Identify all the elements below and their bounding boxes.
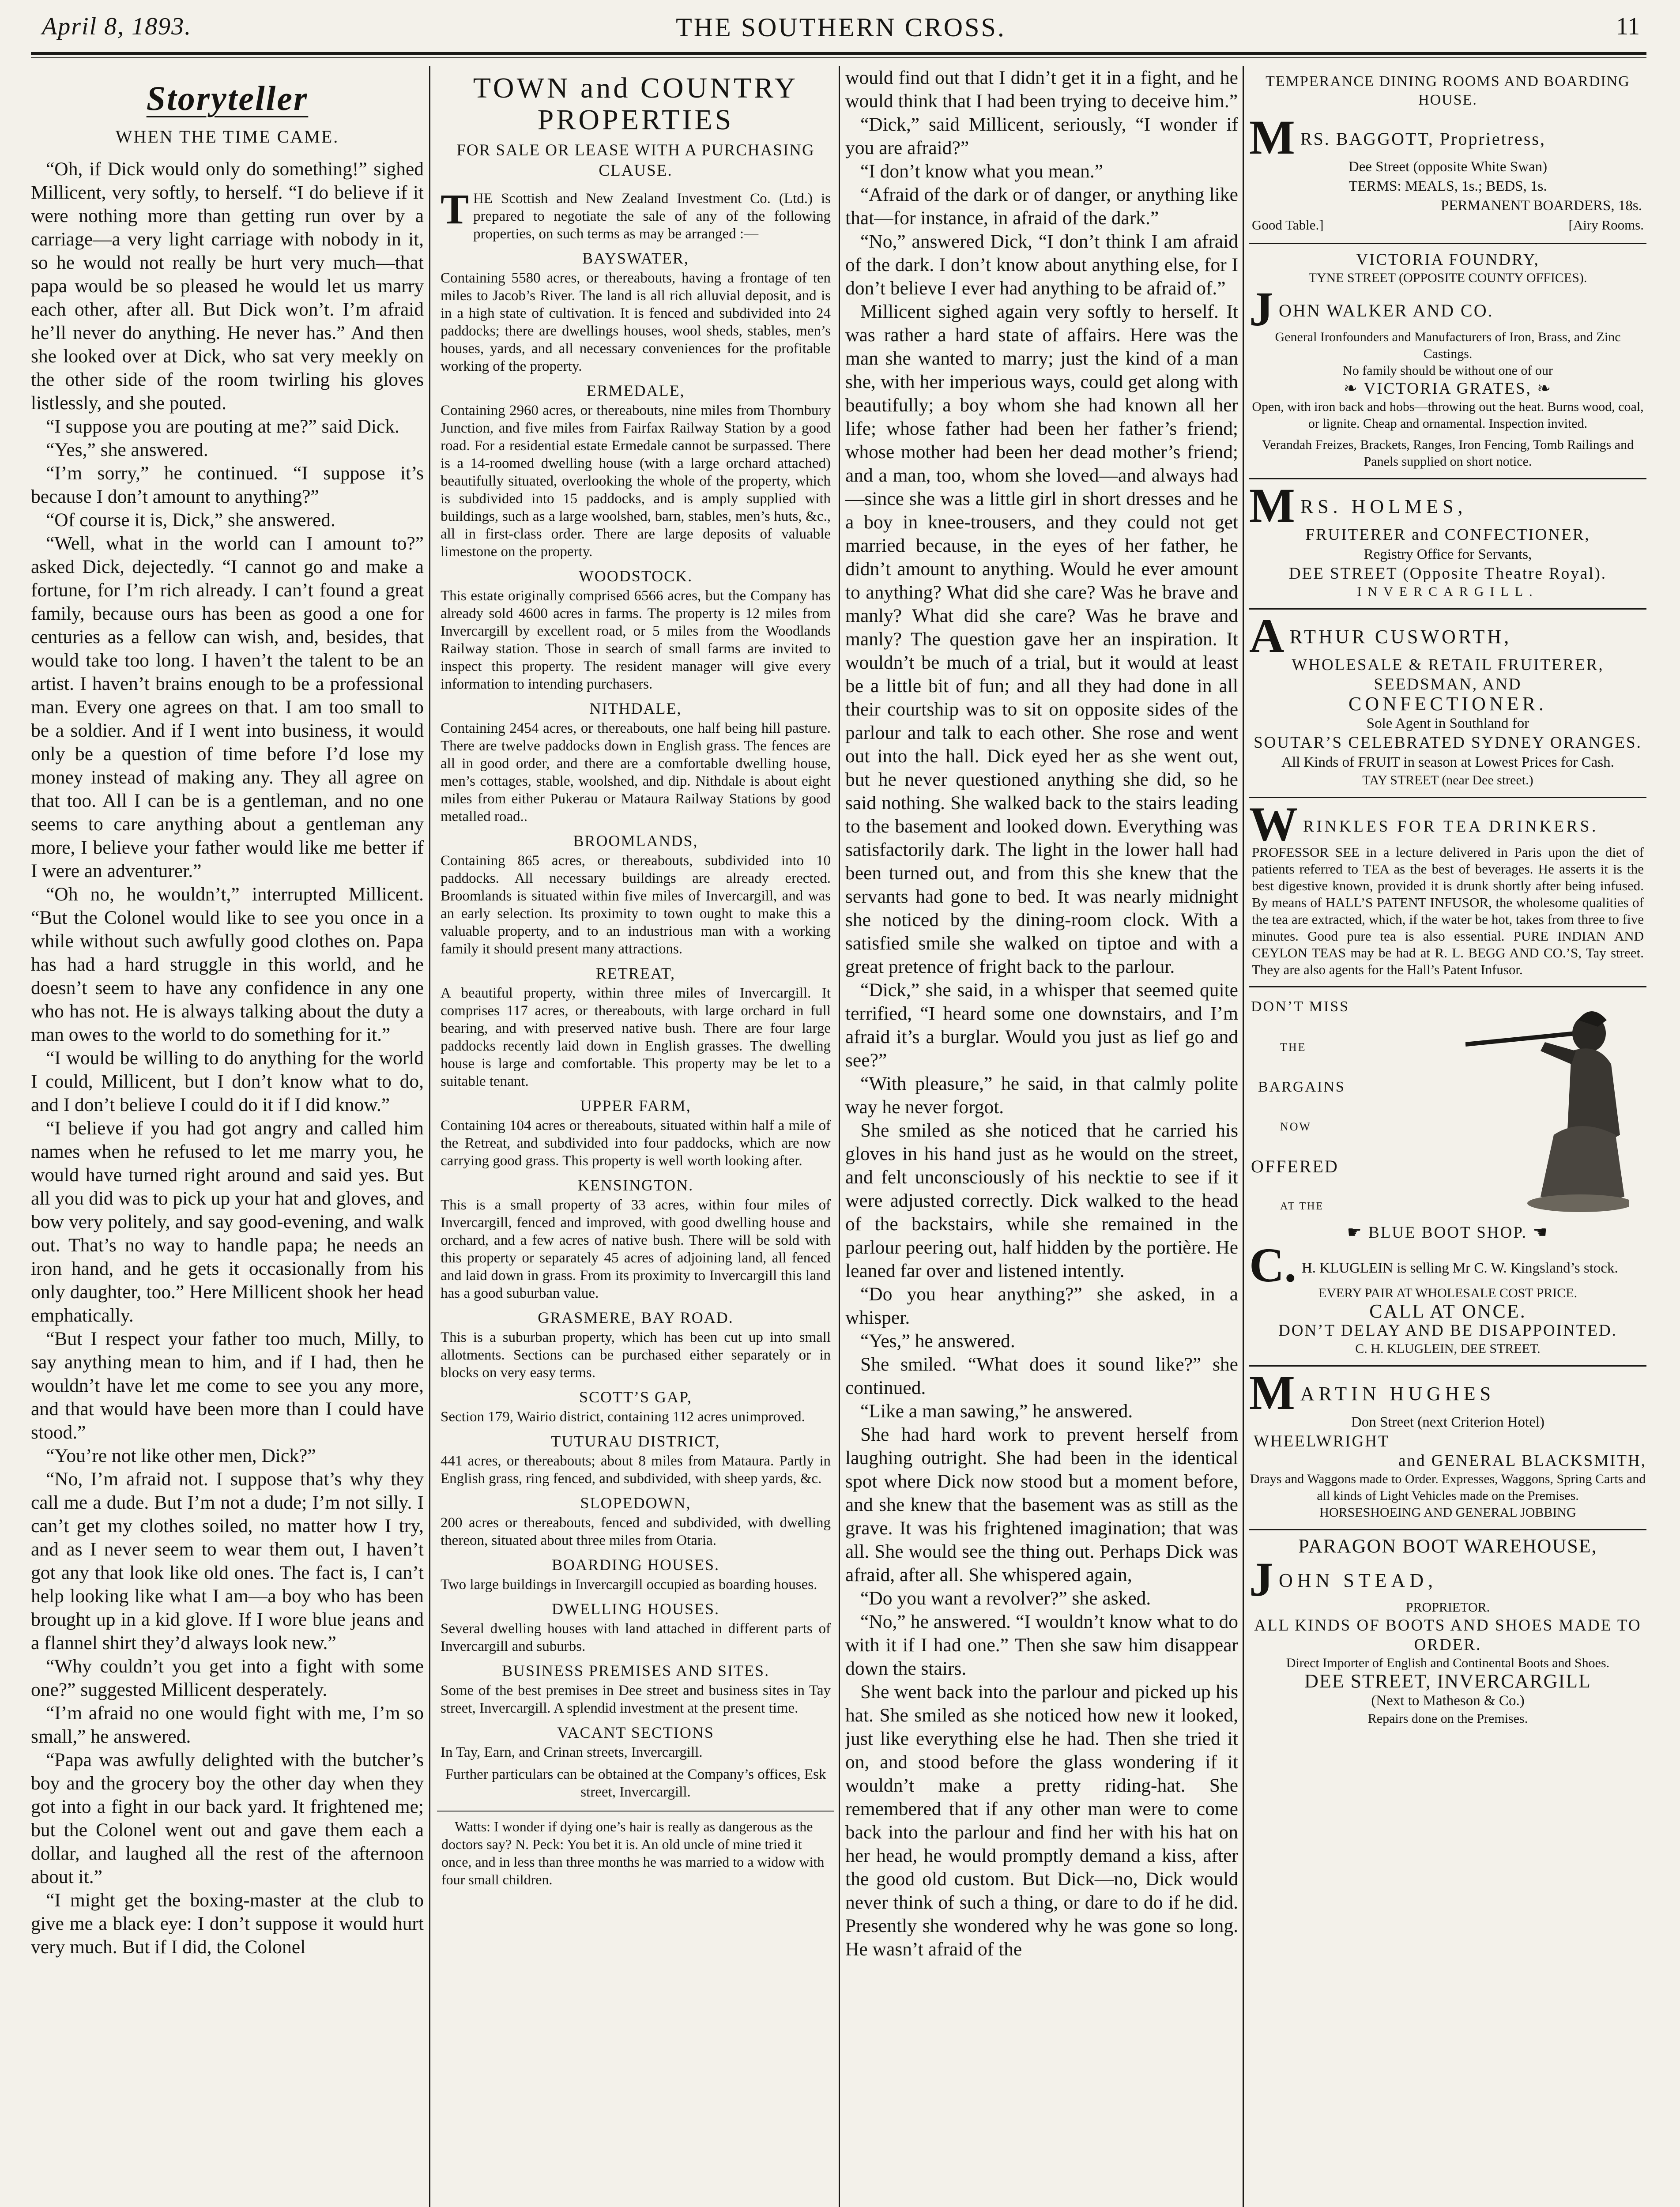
- shop-name: ☛ BLUE BOOT SHOP. ☚: [1347, 1224, 1549, 1242]
- property-name: RETREAT,: [595, 964, 676, 982]
- grates-label: ❧ VICTORIA GRATES, ❧: [1343, 380, 1552, 398]
- story-paragraph: “No,” he answered. “I wouldn’t know what to do with it if I had one.” Then she saw him disappear down the stairs.: [845, 1611, 1238, 1679]
- masthead: [42, 12, 1640, 49]
- story-paragraph: “Do you hear anything?” she asked, in a whisper.: [845, 1284, 1238, 1328]
- column-divider: [839, 66, 840, 2207]
- ad-martin-hughes: MARTIN HUGHES Don Street (next Criterion Hotel) WHEELWRIGHT and GENERAL BLACKSMITH, Drays and Waggons made to Order. Expresses, Waggons, Spring Carts and all kinds of Light Vehicles made on the Premises. HORSESHOEING AND GENERAL JOBBING: [1249, 1367, 1646, 1530]
- story-paragraph: “I suppose you are pouting at me?” said Dick.: [46, 416, 399, 437]
- properties-intro: THE Scottish and New Zealand Investment Co. (Ltd.) is prepared to negotiate the sale of any of the following properties, on such terms as may be arranged :—: [441, 185, 831, 242]
- story-paragraph: “I’m afraid no one would fight with me, I’m so small,” he answered.: [31, 1702, 424, 1747]
- masthead-rule: [31, 52, 1646, 55]
- issue-date: April 8, 1893.: [42, 13, 192, 40]
- property-description: Containing 2960 acres, or thereabouts, nine miles from Thornbury Junction, and five miles from Fairfax Railway Station by a good road. For a residential estate Ermedale cannot be surpassed. There is a 14-roomed dwelling house (with a large orchard attached) beautifully situated, overlooking the whole of the property, which is subdivided into 15 paddocks, and is amply supplied with buildings, such as a large woolshed, barn, stables, men’s huts, &c., all in first-class order. There are large deposits of valuable limestone on the property.: [441, 403, 831, 560]
- property-name: DWELLING HOUSES.: [552, 1600, 719, 1618]
- story-paragraph: She had hard work to prevent herself from laughing outright. She had been in the identical spot where Dick now stood but a moment before, and she knew that the basement was as still as the grave. It was his frightened imagination; that was all. She would see the thing out. Perhaps Dick was afraid, after all. She whispered again,: [845, 1424, 1238, 1586]
- property-description: Containing 865 acres, or thereabouts, subdivided into 10 paddocks. All necessary buildings are already erected. Broomlands is situated within five miles of Invercargill, and was an early selection. Its proximity to town ought to make this a valuable property, and to an industrious man with a working family it should present many attractions.: [441, 853, 831, 957]
- property-name: GRASMERE, BAY ROAD.: [538, 1309, 734, 1326]
- story-paragraph: “Papa was awfully delighted with the butcher’s boy and the grocery boy the other day when they got into a fight in our back yard. It frightened me; but the Colonel went out and gave them each a dollar, and laughed all the rest of the afternoon about it.”: [31, 1749, 424, 1887]
- story-paragraph: “I believe if you had got angry and called him names when he refused to let me marry you, he would have turned right around and said yes. But all you did was to pick up your hat and gloves, and bow very politely, and say good-evening, and walk out. That’s no way to handle papa; he needs an iron hand, and he gets it occasionally from his only daughter, too.” Here Millicent shook her head emphatically.: [31, 1118, 424, 1326]
- story-paragraph: “I would be willing to do anything for the world I could, Millicent, but I don’t know what to do, and I don’t believe I could do it if I did know.”: [31, 1047, 424, 1115]
- ad-paragon-boot: PARAGON BOOT WAREHOUSE, JOHN STEAD, PROPRIETOR. ALL KINDS OF BOOTS AND SHOES MADE TO ORDER. Direct Importer of English and Continental Boots and Shoes. DEE STREET, INVERCARGILL (Next to Matheson & Co.) Repairs done on the Premises.: [1249, 1535, 1642, 1726]
- ornament-icon: ❧: [1531, 380, 1552, 398]
- story-paragraph: “Like a man sawing,” he answered.: [860, 1401, 1133, 1422]
- ornament-icon: ❧: [1343, 380, 1364, 398]
- property-description: Containing 2454 acres, or thereabouts, one half being hill pasture. There are twelve paddocks down in English grass. The fences are all in good order, and there are a comfortable dwelling house, men’s cottages, stable, woolshed, and dip. Nithdale is about eight miles from either Pukerau or Mataura Railway Stations by good metalled road..: [441, 720, 831, 825]
- story-paragraph: “I’m sorry,” he continued. “I suppose it’s because I don’t amount to anything?”: [31, 463, 424, 507]
- property-description: In Tay, Earn, and Crinan streets, Invercargill.: [441, 1744, 703, 1760]
- story-paragraph: “Oh, if Dick would only do something!” sighed Millicent, very softly, to herself. “I do believe if it were nothing more than getting run over by a carriage—a very light carriage with nobody in it, so he would not really be hurt very much—that papa would be so pleased he would let us marry each other, after all. But Dick won’t. I’m afraid he’ll never do anything. He never has.” And then she looked over at Dick, who sat very meekly on the other side of the room twirling his gloves listlessly, and she pouted.: [31, 158, 424, 414]
- properties-subheading: FOR SALE OR LEASE WITH A PURCHASING CLAUSE.: [456, 141, 815, 180]
- story-paragraph: “But I respect your father too much, Milly, to say anything mean to him, and if I had, then he wouldn’t have let me come to see you any more, and that would have been more than I could have stood.”: [31, 1328, 424, 1443]
- story-paragraph: She smiled as she noticed that he carried his gloves in his hand just as he would on the street, and felt unconsciously of his necktie to see if it were adjusted correctly. Dick walked to the head of the backstairs, while she remained in the parlour peering out, half hidden by the portière. He leaned far over and listened intently.: [845, 1120, 1238, 1281]
- ad-baggott: TEMPERANCE DINING ROOMS AND BOARDING HOUSE. MRS. BAGGOTT, Proprietress, Dee Street (opposite White Swan) TERMS: MEALS, 1s.; BEDS, 1s. PERMANENT BOARDERS, 18s. Good Table.] [Airy Rooms.: [1249, 66, 1646, 244]
- property-name: BUSINESS PREMISES AND SITES.: [501, 1662, 770, 1680]
- property-description: This is a small property of 33 acres, within four miles of Invercargill, fenced and improved, with good dwelling house and orchard, and a few acres of native bush. There will be sold with this property or separately 45 acres of adjoining land, all fenced and laid down in grass. From its proximity to Invercargill this land has a good suburban value.: [441, 1197, 831, 1301]
- story-continued-column: [845, 66, 1238, 2207]
- masthead-rule-thin: [31, 57, 1646, 58]
- rifleman-illustration-icon: [1465, 1002, 1629, 1214]
- divider: [437, 1811, 834, 1812]
- property-name: WOODSTOCK.: [578, 567, 693, 585]
- property-name: NITHDALE,: [589, 700, 682, 717]
- property-name: SLOPEDOWN,: [580, 1494, 691, 1512]
- property-description: 200 acres or thereabouts, fenced and subdivided, with dwelling thereon, situated about three miles from Otaria.: [441, 1515, 831, 1548]
- story-paragraph: “I might get the boxing-master at the club to give me a black eye: I don’t suppose it would hurt very much. But if I did, the Colonel: [31, 1890, 424, 1958]
- property-description: This is a suburban property, which has been cut up into small allotments. Sections can be purchased either separately or in blocks on very easy terms.: [441, 1329, 831, 1381]
- story-paragraph: “With pleasure,” he said, in that calmly polite way he never forgot.: [845, 1073, 1238, 1118]
- story-paragraph: “I don’t know what you mean.”: [860, 161, 1104, 182]
- pointing-hand-icon: ☛: [1347, 1224, 1369, 1242]
- property-list: [437, 249, 834, 1761]
- newspaper-title: THE SOUTHERN CROSS.: [676, 13, 1006, 42]
- story-paragraph: “Dick,” said Millicent, seriously, “I wonder if you are afraid?”: [845, 114, 1238, 158]
- pointing-hand-icon: ☚: [1527, 1224, 1549, 1242]
- story-paragraph: “No,” answered Dick, “I don’t think I am afraid of the dark. I don’t know about anything else, for I don’t believe I ever had anything to be afraid of.”: [845, 231, 1238, 299]
- property-name: TUTURAU DISTRICT,: [551, 1432, 720, 1450]
- property-description: Two large buildings in Invercargill occupied as boarding houses.: [441, 1577, 817, 1593]
- property-description: Containing 5580 acres, or thereabouts, having a frontage of ten miles to Jacob’s River. The land is all rich alluvial deposit, and is in a high state of cultivation. It is fenced and subdivided into 24 paddocks; there are dwellings houses, wool sheds, stables, men’s houses, yards, and all necessary conveniences for the profitable working of the property.: [441, 270, 831, 374]
- story-paragraph: Millicent sighed again very softly to herself. It was rather a hard state of affairs. Here was the man she wanted to marry; just the kind of a man she, with her imperious ways, could get along with beautifully; a boy whom she had known all her life; whose father had been her father’s friend; whose mother had been her dead mother’s friend; and a man, too, whom she loved—and always had—since she was a little girl in short dresses and he a boy in knee-trousers, and they could not get married because, in the eyes of her father, he didn’t amount to anything. Would he ever amount to anything? What did she care? Was he brave and manly? What did she care? Was he brave and manly? The question gave her an inspiration. It wouldn’t be much of a trial, but it would at least be a little bit of fun; and all they had done in all their courtship was to sit on opposite sides of the parlour and talk to each other. She rose and went out into the hall. Dick eyed her as she went out, but he never questioned anything she did, so he said nothing. She walked back to the stairs leading to the basement and looked down. Everything was satisfactorily dark. The light in the lower hall had been turned out, and from this she knew that the servants had gone to bed. It was nearly midnight she noticed by the dining-room clock. With a satisfied smile she walked on tiptoe and with a great pretence of fright back to the parlour.: [845, 301, 1238, 977]
- story-paragraph: “Yes,” she answered.: [46, 439, 208, 460]
- story-paragraph: “Why couldn’t you get into a fight with some one?” suggested Millicent desperately.: [31, 1656, 424, 1700]
- joke-filler: Watts: I wonder if dying one’s hair is really as dangerous as the doctors say? N. Peck: You bet it is. An old uncle of mine tried it once, and in less than three months he was married to a widow with four small children.: [441, 1819, 825, 1887]
- page-number: 11: [1616, 13, 1640, 40]
- ad-cusworth: ARTHUR CUSWORTH, WHOLESALE & RETAIL FRUITERER, SEEDSMAN, AND CONFECTIONER. Sole Agent in Southland for SOUTAR’S CELEBRATED SYDNEY ORANGES. All Kinds of FRUIT in season at Lowest Prices for Cash. TAY STREET (near Dee street.): [1249, 610, 1646, 798]
- advertisements-column: [1249, 66, 1646, 2207]
- ad-holmes: MRS. HOLMES, FRUITERER and CONFECTIONER, Registry Office for Servants, DEE STREET (Opposite Theatre Royal). INVERCARGILL.: [1249, 479, 1646, 610]
- property-name: UPPER FARM,: [580, 1097, 691, 1115]
- property-name: BAYSWATER,: [582, 249, 689, 267]
- property-name: BROOMLANDS,: [573, 832, 698, 850]
- story-continued-body: [845, 66, 1238, 1961]
- story-paragraph: She went back into the parlour and picked up his hat. She smiled as she noticed how new it looked, just like everything else he had. Then she tried it on, and stood before the glass wondering if it wouldn’t make a pretty riding-hat. She remembered that if any other man were to come back into the parlour and find her with his hat on her head, he would promptly demand a kiss, after the good old custom. But Dick—no, Dick would never think of such a thing, or dare to do if he did. Presently she wondered why he was gone so long. He wasn’t afraid of the: [845, 1681, 1238, 1960]
- story-paragraph: She smiled. “What does it sound like?” she continued.: [845, 1354, 1238, 1398]
- story-paragraph: “Well, what in the world can I amount to?” asked Dick, dejectedly. “I cannot go and make a fortune, for I’m rich already. I can’t found a great family, because ours has been as good a one for centuries as a fellow can wish, and, besides, that would take too long. I haven’t the talent to be an artist. I haven’t brains enough to be a professional man. Every one agrees on that. I am too small to be a soldier. And if I went into business, it would only be a question of time before I’d lose my money instead of making any. They all agree on that too. All I can be is a gentleman, and no one seems to care anything about a gentleman any more, I believe your father would like me better if I were an adventurer.”: [31, 533, 424, 881]
- property-name: ERMEDALE,: [586, 382, 685, 399]
- property-name: KENSINGTON.: [577, 1176, 694, 1194]
- property-description: 441 acres, or thereabouts; about 8 miles from Mataura. Partly in English grass, ring fenced, and subdivided, with sheep yards, &c.: [441, 1453, 831, 1487]
- drop-cap: T: [441, 185, 469, 233]
- section-heading: Storyteller: [146, 79, 309, 117]
- properties-closing: Further particulars can be obtained at the Company’s offices, Esk street, Invercargill.: [445, 1766, 826, 1800]
- property-description: Several dwelling houses with land attached in different parts of Invercargill and suburbs.: [441, 1621, 831, 1654]
- property-name: VACANT SECTIONS: [557, 1724, 714, 1741]
- property-description: Section 179, Wairio district, containing 112 acres unimproved.: [441, 1409, 805, 1425]
- story-column: [31, 66, 424, 2207]
- story-title: WHEN THE TIME CAME.: [115, 127, 339, 147]
- property-description: Some of the best premises in Dee street and business sites in Tay street, Invercargill. A splendid investment at the present time.: [441, 1683, 831, 1716]
- properties-column: [437, 66, 834, 2207]
- story-paragraph: “Dick,” she said, in a whisper that seemed quite terrified, “I heard some one downstairs, and I’m afraid it’s a burglar. Would you just as lief go and see?”: [845, 979, 1238, 1071]
- property-description: Containing 104 acres or thereabouts, situated within half a mile of the Retreat, and subdivided into four paddocks, which are now carrying good grass. This property is well worth looking after.: [441, 1118, 831, 1169]
- story-paragraph: “Yes,” he answered.: [860, 1330, 1015, 1352]
- ad-wrinkles-tea: WRINKLES FOR TEA DRINKERS. PROFESSOR SEE in a lecture delivered in Paris upon the diet of patients referred to TEA as the best of beverages. He asserts it is the best digestive known, provided it is drunk shortly after being infused. By means of HALL’S PATENT INFUSOR, the wholesome qualities of the tea are extracted, which, if the water be hot, takes from three to five minutes. Good pure tea is also essential. PURE INDIAN AND CEYLON TEAS may be had at R. L. BEGG AND CO.’S, Tay street. They are also agents for the Hall’s Patent Infusor.: [1249, 798, 1646, 987]
- story-paragraph: “Afraid of the dark or of danger, or anything like that—for instance, in afraid of the dark.”: [845, 184, 1238, 229]
- column-divider: [429, 66, 430, 2207]
- ad-victoria-foundry: VICTORIA FOUNDRY, TYNE STREET (OPPOSITE COUNTY OFFICES). JOHN WALKER AND CO. General Ironfounders and Manufacturers of Iron, Brass, and Zinc Castings. No family should be without one of our ❧ VICTORIA GRATES, ❧ Open, with iron back and hobs—throwing out the heat. Burns wood, coal, or lignite. Cheap and ornamental. Inspection invited. Verandah Freizes, Brackets, Ranges, Iron Fencing, Tomb Railings and Panels supplied on short notice.: [1249, 244, 1646, 479]
- property-name: SCOTT’S GAP,: [579, 1388, 693, 1406]
- story-paragraph: “Of course it is, Dick,” she answered.: [46, 509, 335, 531]
- property-name: BOARDING HOUSES.: [551, 1556, 720, 1574]
- ad-blue-boot-shop: DON’T MISS THE BARGAINS NOW OFFERED AT THE ☛ BLUE BOOT SHOP. ☚ C. H. KLUGLEIN is selling Mr C. W. Kingsland’s stock. EVERY PAIR AT WHOLESALE COST PRICE. CALL AT ONCE. DON’T DELAY AND BE DISAPPOINTED. C. H. KLUGLEIN, DEE STREET.: [1249, 987, 1646, 1367]
- story-body: [31, 158, 424, 1959]
- story-paragraph: “You’re not like other men, Dick?”: [46, 1445, 316, 1466]
- property-description: This estate originally comprised 6566 acres, but the Company has already sold 4600 acres in farms. The property is 12 miles from Invercargill by excellent road, or 5 miles from the Woodlands Railway station. Those in search of small farms are invited to inspect this property. The resident manager will give every information to intending purchasers.: [441, 588, 831, 692]
- story-paragraph: “Do you want a revolver?” she asked.: [860, 1588, 1151, 1609]
- story-paragraph: “Oh no, he wouldn’t,” interrupted Millicent. “But the Colonel would like to see you once in a while without such awfully good clothes on. Papa has had a hard struggle in this world, and he doesn’t seem to have any confidence in any one who has not. He is always talking about the duty a man owes to the world to do something for it.”: [31, 884, 424, 1045]
- column-divider: [1243, 66, 1244, 2207]
- story-paragraph: “No, I’m afraid not. I suppose that’s why they call me a dude. But I’m not a dude; I’m not silly. I can’t get my clothes soiled, no matter how I try, and as I never seem to wear them out, I haven’t got any that look like old ones. The fact is, I can’t help looking like what I am—a boy who has been brought up in a kid glove. If I wore blue jeans and a flannel shirt they’d always look new.”: [31, 1469, 424, 1653]
- properties-heading: TOWN and COUNTRY PROPERTIES: [473, 72, 799, 136]
- story-paragraph: would find out that I didn’t get it in a fight, and he would think that I had been trying to deceive him.”: [845, 67, 1238, 112]
- property-description: A beautiful property, within three miles of Invercargill. It comprises 117 acres, or thereabouts, with large orchard in full bearing, and with preserved native bush. There are four large paddocks recently laid down in English grasses. The dwelling house is large and comfortable. This property may be let to a suitable tenant.: [441, 985, 831, 1089]
